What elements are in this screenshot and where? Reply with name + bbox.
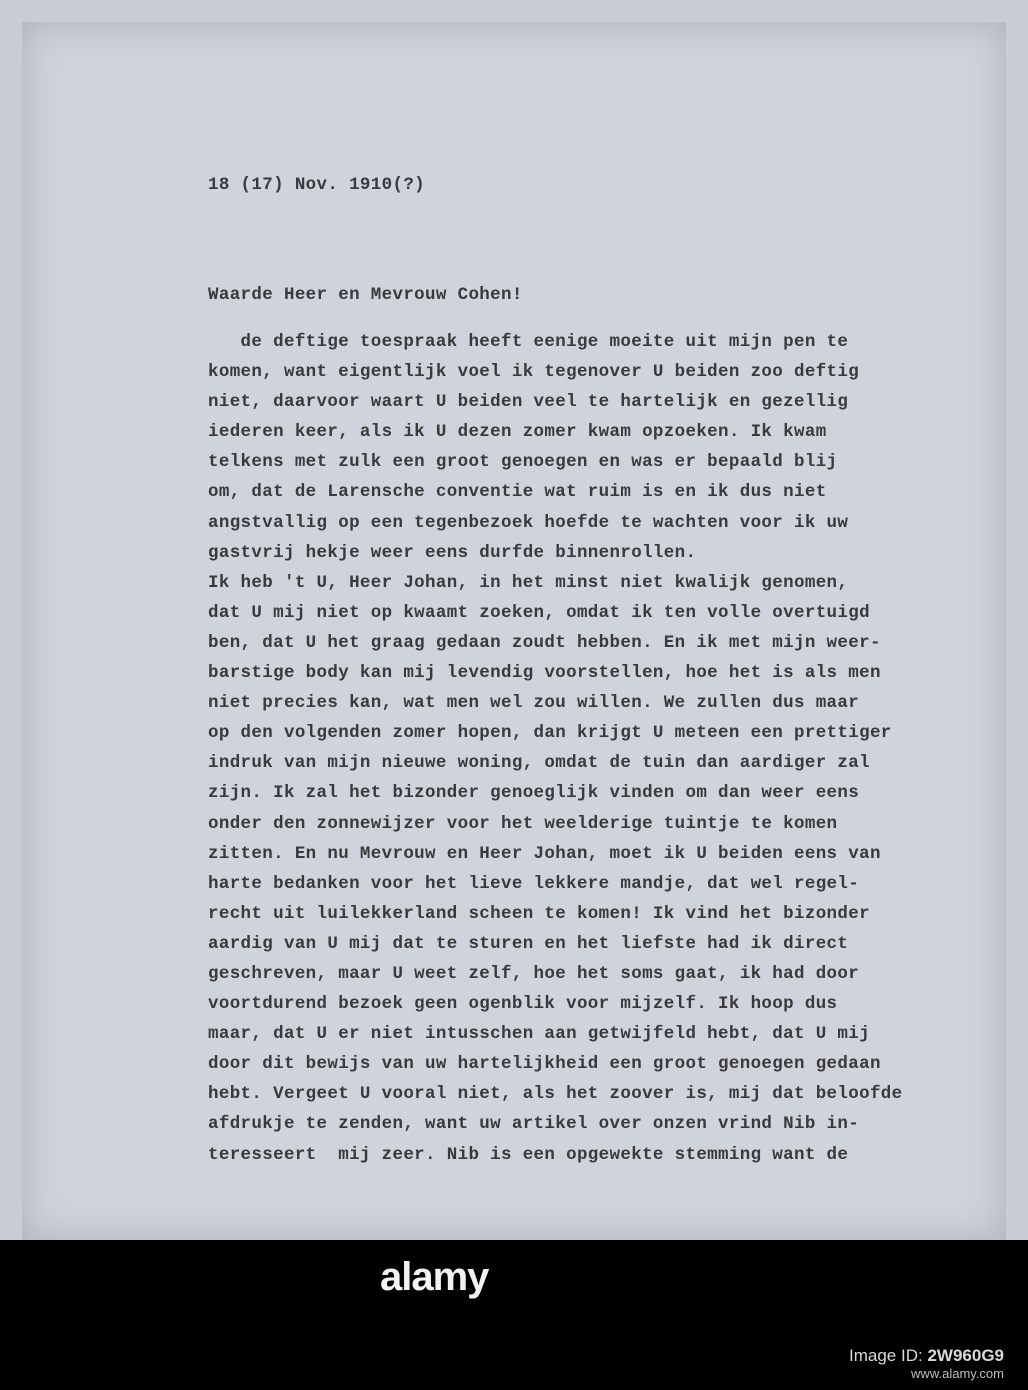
letter-line: angstvallig op een tegenbezoek hoefde te wachten voor ik uw [208, 512, 849, 533]
image-reference [849, 1346, 1004, 1381]
letter-line: geschreven, maar U weet zelf, hoe het soms gaat, ik had door [208, 963, 860, 984]
letter-line: zitten. En nu Mevrouw en Heer Johan, moet ik U beiden eens van [208, 843, 881, 864]
letter-text [208, 170, 903, 1170]
letter-date: 18 (17) Nov. 1910(?) [208, 175, 426, 195]
stock-url: www.alamy.com [911, 1366, 1004, 1381]
letter-line: harte bedanken voor het lieve lekkere mandje, dat wel regel- [208, 873, 860, 894]
letter-page [22, 22, 1006, 1240]
letter-line: teresseert mij zeer. Nib is een opgewekte stemming want de [208, 1144, 849, 1165]
image-id: 2W960G9 [927, 1346, 1004, 1365]
image-id-label: Image ID: [849, 1346, 923, 1365]
letter-line: indruk van mijn nieuwe woning, omdat de tuin dan aardiger zal [208, 753, 870, 774]
letter-body [208, 327, 903, 1170]
letter-line: ben, dat U het graag gedaan zoudt hebben. En ik met mijn weer- [208, 632, 881, 653]
letter-line: iederen keer, als ik U dezen zomer kwam opzoeken. Ik kwam [208, 422, 827, 443]
letter-line: afdrukje te zenden, want uw artikel over onzen vrind Nib in- [208, 1114, 860, 1135]
letter-line: hebt. Vergeet U vooral niet, als het zoover is, mij dat beloofde [208, 1084, 903, 1105]
letter-line: dat U mij niet op kwaamt zoeken, omdat ik ten volle overtuigd [208, 602, 870, 623]
letter-line: de deftige toespraak heeft eenige moeite uit mijn pen te [208, 332, 849, 352]
letter-line: maar, dat U er niet intusschen aan getwijfeld hebt, dat U mij [208, 1024, 870, 1045]
letter-line: onder den zonnewijzer voor het weelderige tuintje te komen [208, 813, 838, 834]
letter-line: aardig van U mij dat te sturen en het liefste had ik direct [208, 933, 849, 954]
letter-line: niet, daarvoor waart U beiden veel te hartelijk en gezellig [208, 392, 849, 413]
letter-line: door dit bewijs van uw hartelijkheid een groot genoegen gedaan [208, 1054, 881, 1075]
letter-line: komen, want eigentlijk voel ik tegenover U beiden zoo deftig [208, 362, 860, 383]
letter-line: zijn. Ik zal het bizonder genoeglijk vinden om dan weer eens [208, 783, 860, 804]
letter-line: barstige body kan mij levendig voorstellen, hoe het is als men [208, 663, 881, 684]
letter-salutation: Waarde Heer en Mevrouw Cohen! [208, 285, 523, 305]
letter-line: om, dat de Larensche conventie wat ruim is en ik dus niet [208, 482, 827, 503]
letter-line: telkens met zulk een groot genoegen en was er bepaald blij [208, 452, 838, 473]
letter-line: Ik heb 't U, Heer Johan, in het minst niet kwalijk genomen, [208, 572, 849, 593]
letter-line: op den volgenden zomer hopen, dan krijgt U meteen een prettiger [208, 723, 892, 744]
watermark-logo: alamy [380, 1255, 489, 1299]
letter-line: gastvrij hekje weer eens durfde binnenrollen. [208, 542, 697, 563]
letter-line: voortdurend bezoek geen ogenblik voor mijzelf. Ik hoop dus [208, 994, 838, 1015]
letter-line: recht uit luilekkerland scheen te komen! Ik vind het bizonder [208, 903, 870, 924]
letter-line: niet precies kan, wat men wel zou willen. We zullen dus maar [208, 693, 860, 714]
